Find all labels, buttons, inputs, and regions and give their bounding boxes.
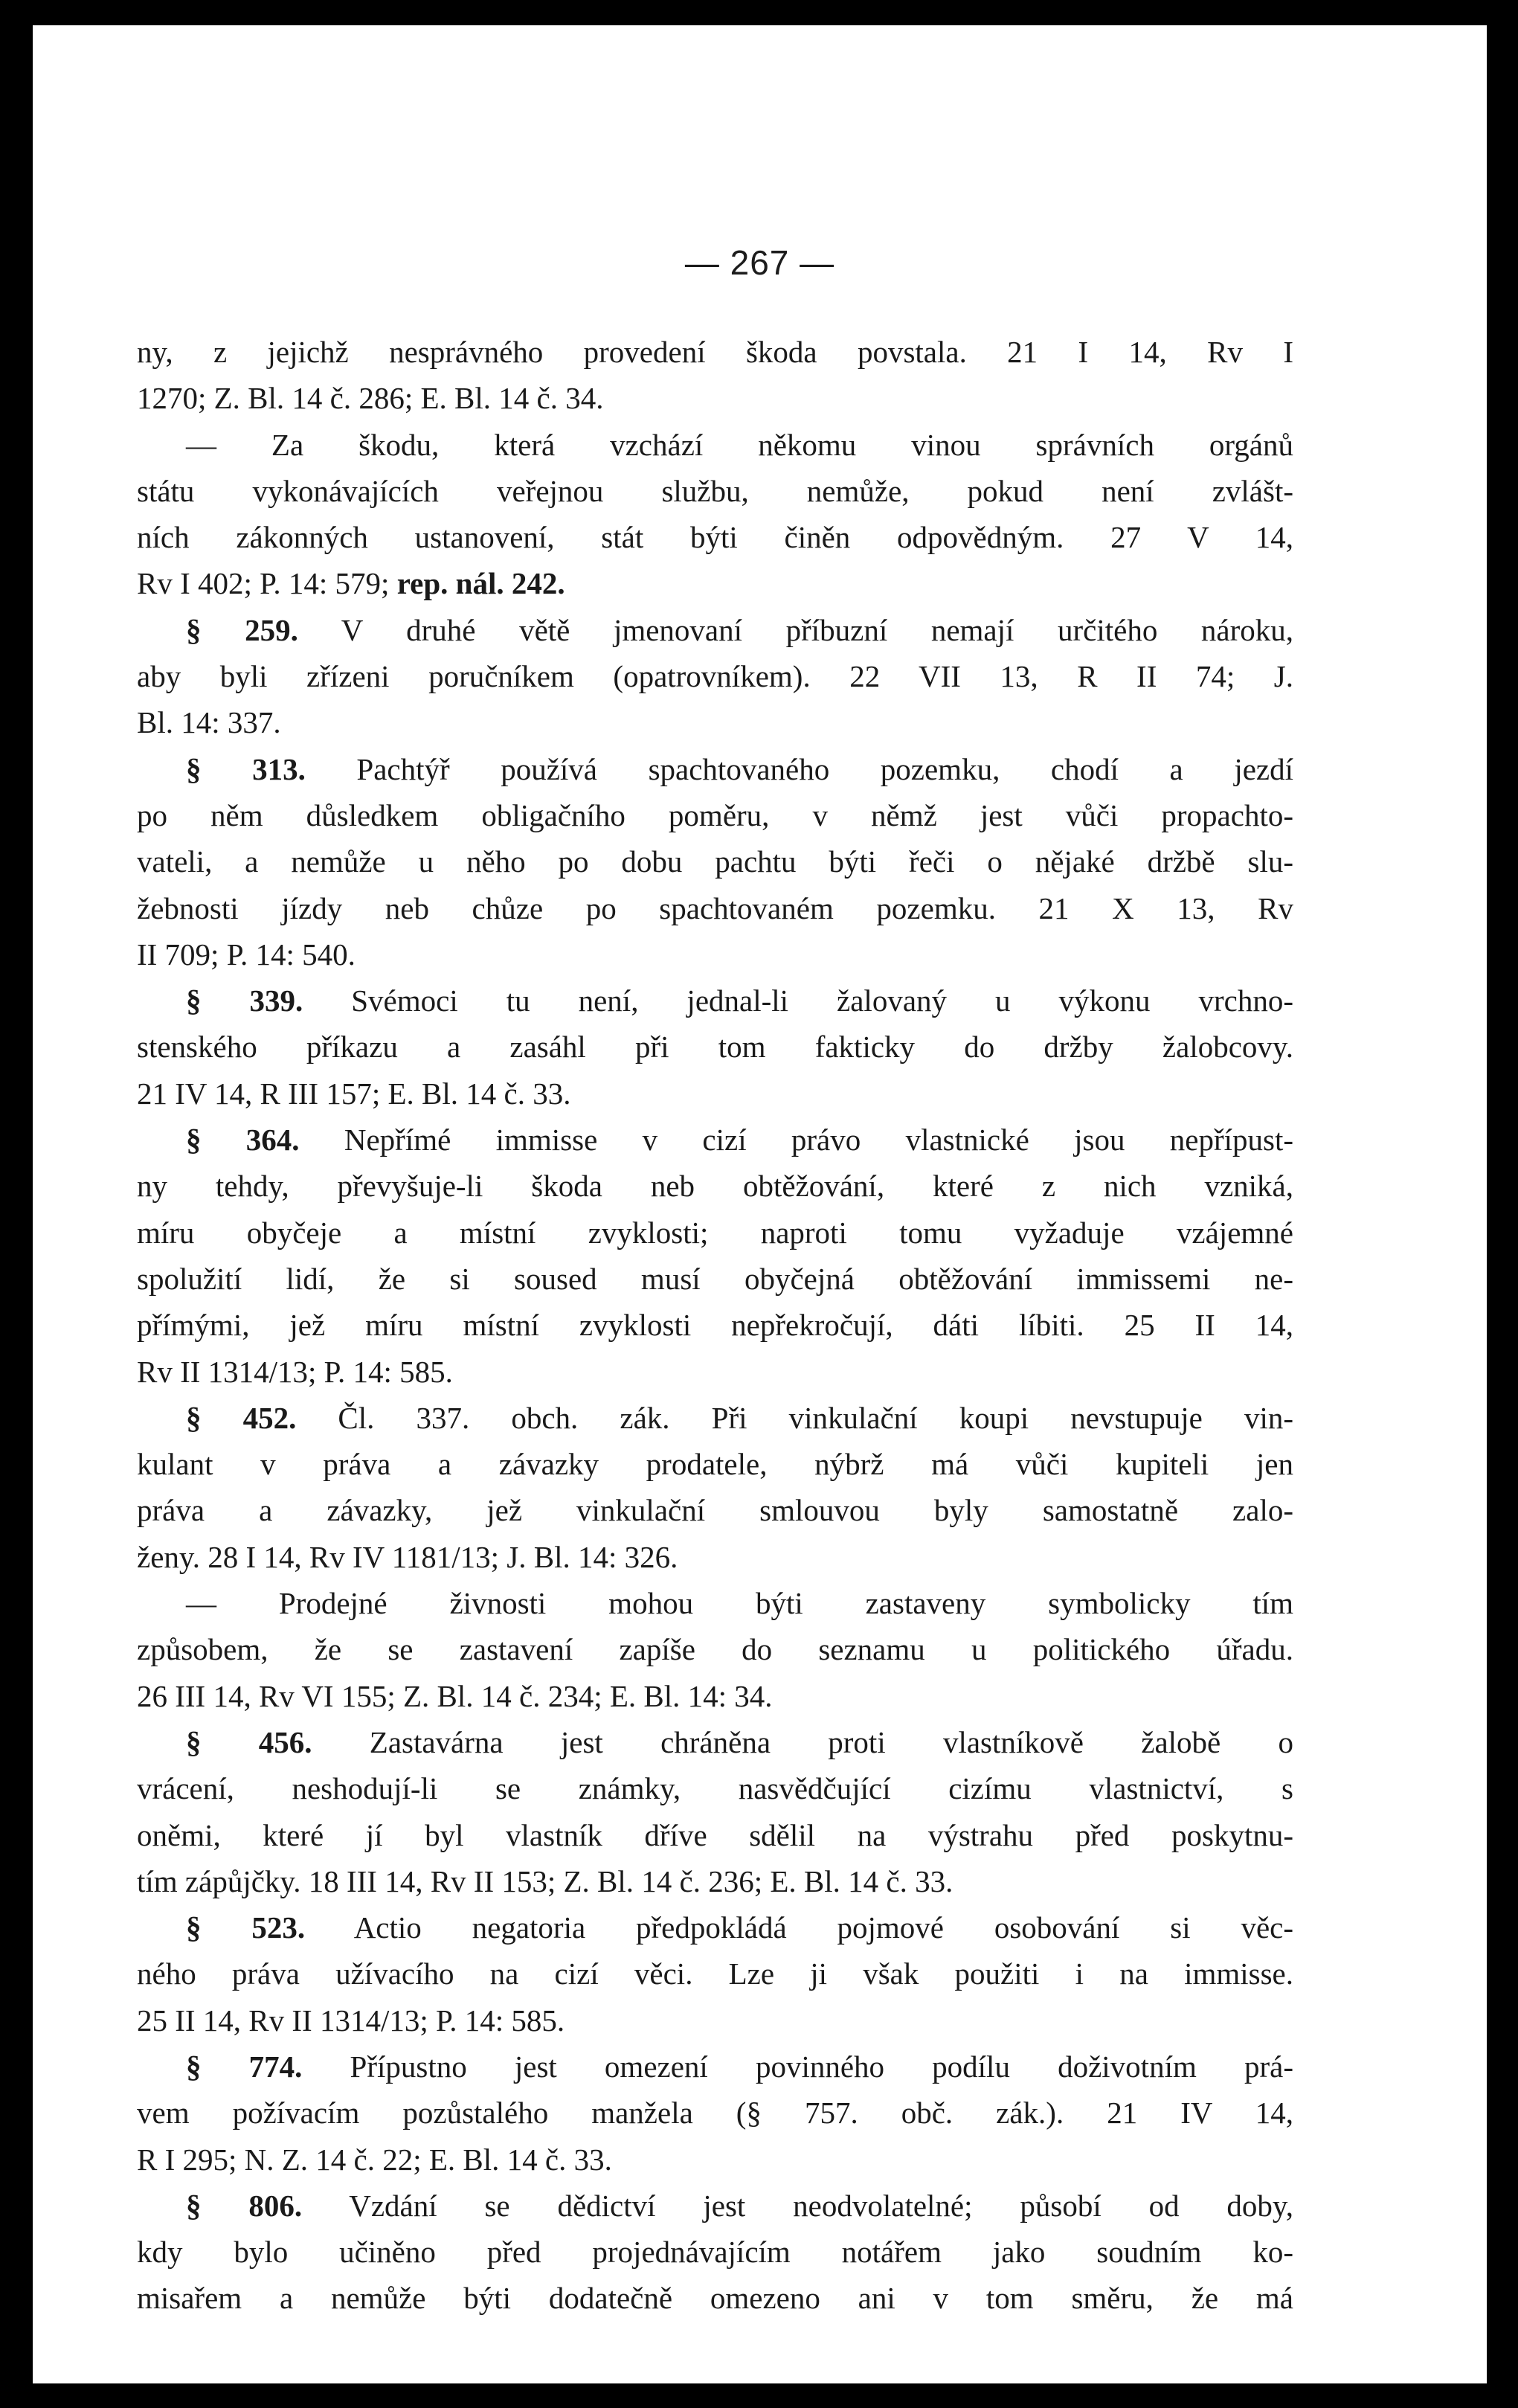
text-line: Bl. 14: 337. xyxy=(137,705,281,740)
text-line: státu vykonávajících veřejnou službu, nemůže, pokud není zvlášt- xyxy=(137,473,1293,508)
text-line: 21 IV 14, R III 157; E. Bl. 14 č. 33. xyxy=(137,1076,571,1111)
section-text: Pachtýř používá spachtovaného pozemku, chodí a jezdí xyxy=(305,751,1294,786)
text-line xyxy=(137,1395,1293,1441)
section-text: Actio negatoria předpokládá pojmové osobování si věc- xyxy=(305,1910,1293,1945)
section-text: Zastavárna jest chráněna proti vlastníkově žalobě o xyxy=(312,1724,1293,1759)
text-line xyxy=(137,1719,1293,1765)
text-line: ny tehdy, převyšuje-li škoda neb obtěžování, které z nich vzniká, xyxy=(137,1169,1293,1204)
text-line: stenského příkazu a zasáhl při tom fakticky do držby žalobcovy. xyxy=(137,1030,1293,1065)
text-line xyxy=(137,977,1293,1024)
text-line: Rv II 1314/13; P. 14: 585. xyxy=(137,1354,453,1389)
text-line: ženy. 28 I 14, Rv IV 1181/13; J. Bl. 14: 326. xyxy=(137,1539,678,1574)
section-number: § 452. xyxy=(186,1400,297,1435)
section-number: § 339. xyxy=(186,983,303,1018)
section-text: V druhé větě jmenovaní příbuzní nemají určitého nároku, xyxy=(298,612,1294,647)
text-line: ny, z jejichž nesprávného provedení škoda povstala. 21 I 14, Rv I xyxy=(137,335,1293,369)
text-line: aby byli zřízeni poručníkem (opatrovníkem). 22 VII 13, R II 74; J. xyxy=(137,659,1293,694)
text-line: tím zápůjčky. 18 III 14, Rv II 153; Z. Bl. 14 č. 236; E. Bl. 14 č. 33. xyxy=(137,1863,953,1898)
text-line: vrácení, neshodují-li se známky, nasvědčující cizímu vlastnictví, s xyxy=(137,1771,1293,1806)
section-number: § 523. xyxy=(186,1910,306,1945)
section-text: Přípustno jest omezení povinného podílu doživotním prá- xyxy=(302,2049,1293,2084)
text-line: oněmi, které jí byl vlastník dříve sdělil na výstrahu před poskytnu- xyxy=(137,1817,1293,1852)
text-line: míru obyčeje a místní zvyklosti; naproti tomu vyžaduje vzájemné xyxy=(137,1215,1293,1250)
section-text: Nepřímé immisse v cizí právo vlastnické jsou nepřípust- xyxy=(299,1123,1294,1158)
text-line: práva a závazky, jež vinkulační smlouvou byly samostatně zalo- xyxy=(137,1493,1293,1528)
text-line xyxy=(137,1117,1293,1163)
section-number: § 313. xyxy=(186,751,306,786)
text-line: II 709; P. 14: 540. xyxy=(137,937,356,972)
text-line: spolužití lidí, že si soused musí obyčejná obtěžování immissemi ne- xyxy=(137,1261,1293,1296)
citation-bold: rep. nál. 242. xyxy=(396,566,565,601)
text-line xyxy=(137,2043,1293,2090)
text-line: — Prodejné živnosti mohou býti zastaveny symbolicky tím xyxy=(186,1586,1293,1621)
text-line xyxy=(137,2183,1293,2229)
text-line xyxy=(137,560,1293,606)
text-line: 26 III 14, Rv VI 155; Z. Bl. 14 č. 234; E. Bl. 14: 34. xyxy=(137,1678,773,1713)
text-line: misařem a nemůže býti dodatečně omezeno ani v tom směru, že má xyxy=(137,2281,1293,2316)
text-line: žebnosti jízdy neb chůze po spachtovaném pozemku. 21 X 13, Rv xyxy=(137,890,1293,925)
text-line: vem požívacím pozůstalého manžela (§ 757. obč. zák.). 21 IV 14, xyxy=(137,2096,1293,2131)
section-text: Vzdání se dědictví jest neodvolatelné; působí od doby, xyxy=(302,2188,1294,2223)
section-number: § 364. xyxy=(186,1123,300,1158)
page-number: — 267 — xyxy=(684,243,835,282)
text-line: vateli, a nemůže u něho po dobu pachtu býti řeči o nějaké držbě slu- xyxy=(137,844,1293,879)
text-line: způsobem, že se zastavení zapíše do seznamu u politického úřadu. xyxy=(137,1632,1293,1667)
text-line: 25 II 14, Rv II 1314/13; P. 14: 585. xyxy=(137,2003,565,2038)
text-line: 1270; Z. Bl. 14 č. 286; E. Bl. 14 č. 34. xyxy=(137,381,604,416)
text-line: ného práva užívacího na cizí věci. Lze ji však použiti i na immisse. xyxy=(137,1956,1293,1991)
text-line: kdy bylo učiněno před projednávajícím notářem jako soudním ko- xyxy=(137,2235,1293,2270)
text-line: — Za škodu, která vzchází někomu vinou správních orgánů xyxy=(186,427,1293,462)
text-line: R I 295; N. Z. 14 č. 22; E. Bl. 14 č. 33. xyxy=(137,2142,612,2177)
section-text: Čl. 337. obch. zák. Při vinkulační koupi nevstupuje vin- xyxy=(296,1400,1293,1435)
text-line: přímými, jež míru místní zvyklosti nepřekročují, dáti líbiti. 25 II 14, xyxy=(137,1308,1293,1343)
section-number: § 774. xyxy=(186,2049,303,2084)
section-number: § 456. xyxy=(186,1724,312,1759)
text-line: ních zákonných ustanovení, stát býti činěn odpovědným. 27 V 14, xyxy=(137,520,1293,555)
section-number: § 806. xyxy=(186,2188,303,2223)
citation: Rv I 402; P. 14: 579; xyxy=(137,566,397,601)
document-page xyxy=(33,25,1487,2383)
section-number: § 259. xyxy=(186,612,298,647)
text-line xyxy=(137,607,1293,653)
body-text xyxy=(137,329,1293,2322)
text-line xyxy=(137,746,1293,792)
text-line xyxy=(137,1904,1293,1951)
text-line: po něm důsledkem obligačního poměru, v němž jest vůči propachto- xyxy=(137,797,1293,832)
section-text: Svémoci tu není, jednal-li žalovaný u výkonu vrchno- xyxy=(303,983,1294,1018)
text-line: kulant v práva a závazky prodatele, nýbrž má vůči kupiteli jen xyxy=(137,1447,1293,1482)
